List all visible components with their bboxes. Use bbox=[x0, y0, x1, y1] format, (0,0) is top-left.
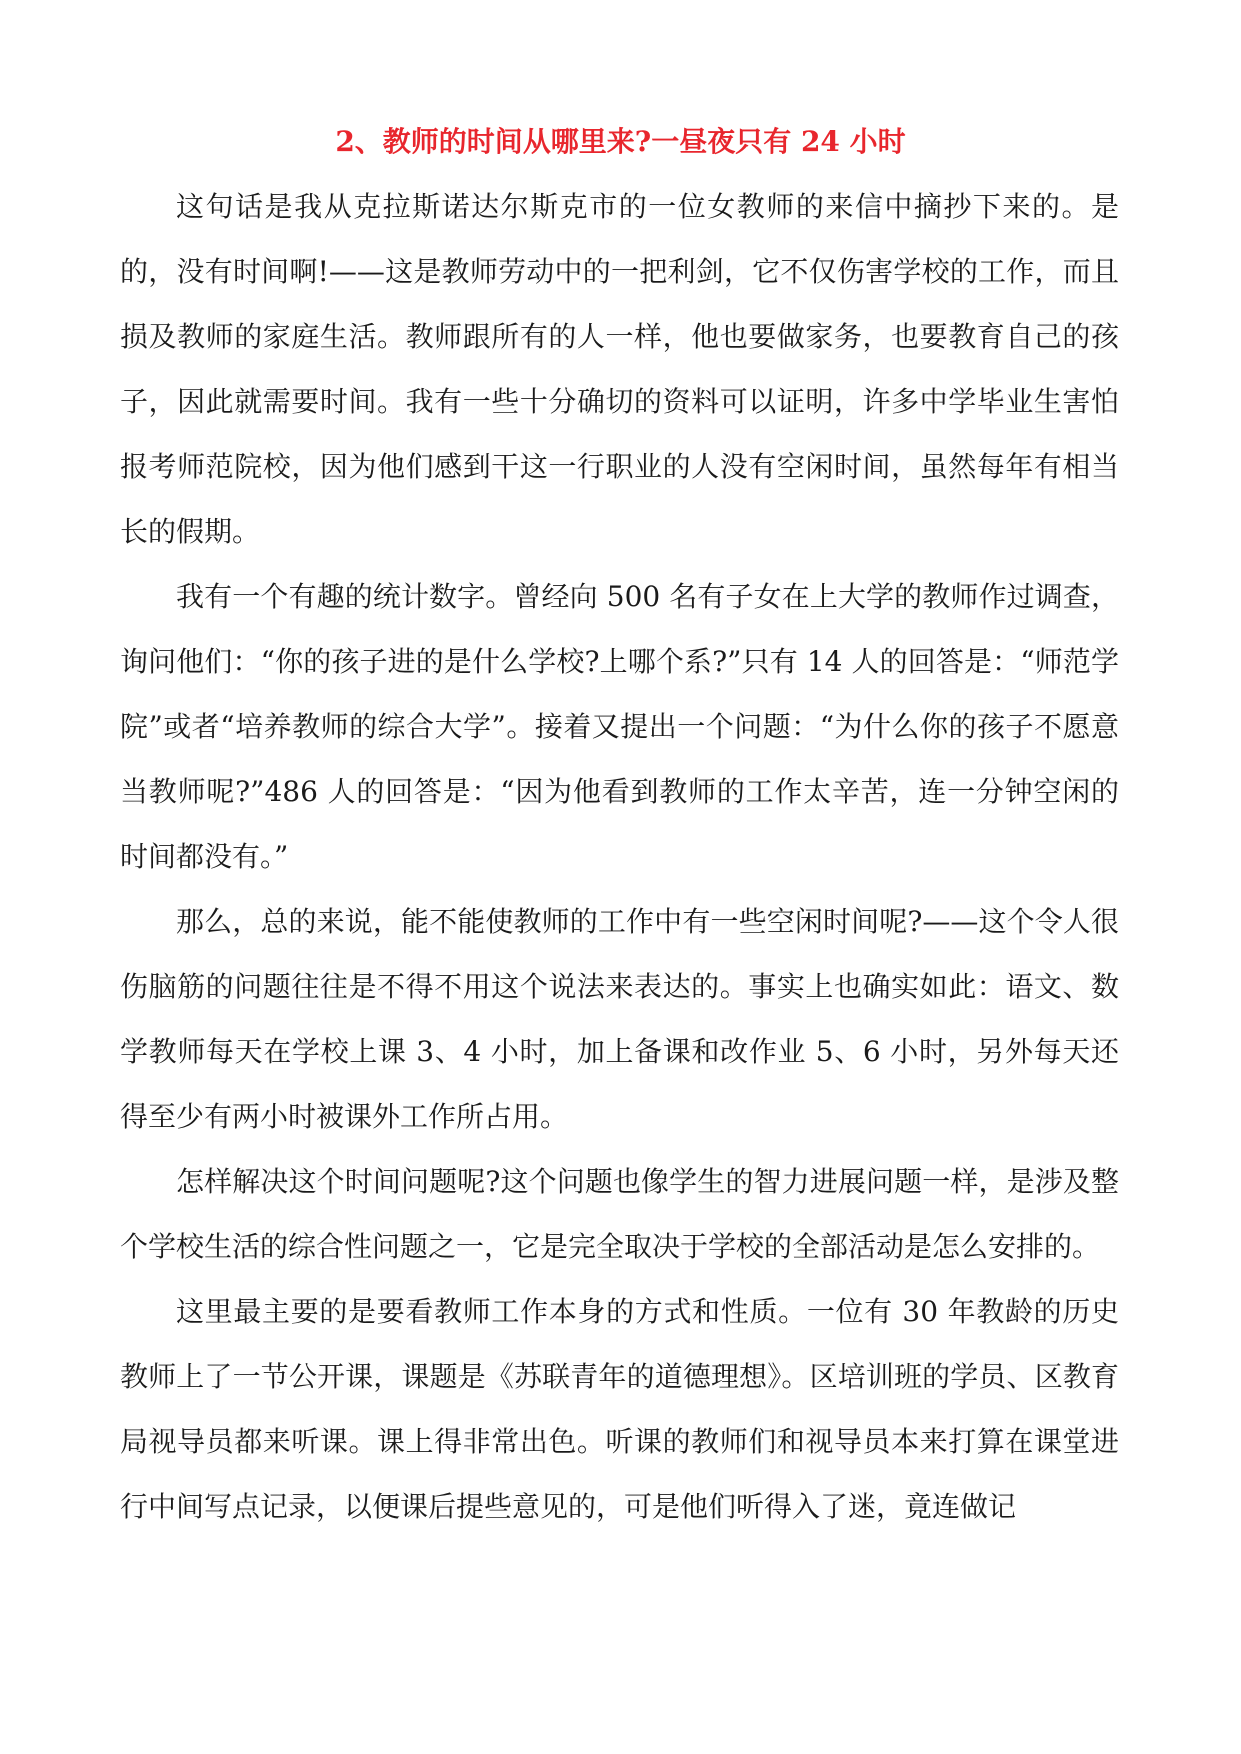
paragraph: 这句话是我从克拉斯诺达尔斯克市的一位女教师的来信中摘抄下来的。是的，没有时间啊!——这是教师劳动中的一把利剑，它不仅伤害学校的工作，而且损及教师的家庭生活。教师跟所有的人一样，他也要做家务，也要教育自己的孩子，因此就需要时间。我有一些十分确切的资料可以证明，许多中学毕业生害怕报考师范院校，因为他们感到干这一行职业的人没有空闲时间，虽然每年有相当长的假期。 bbox=[120, 190, 1119, 548]
document-title: 2、教师的时间从哪里来?一昼夜只有 24 小时 bbox=[335, 125, 906, 158]
paragraph: 那么，总的来说，能不能使教师的工作中有一些空闲时间呢?——这个令人很伤脑筋的问题往往是不得不用这个说法来表达的。事实上也确实如此：语文、数学教师每天在学校上课 3、4 小时，加上备课和改作业 5、6 小时，另外每天还得至少有两小时被课外工作所占用。 bbox=[120, 905, 1119, 1133]
paragraph: 怎样解决这个时间问题呢?这个问题也像学生的智力进展问题一样，是涉及整个学校生活的综合性问题之一，它是完全取决于学校的全部活动是怎么安排的。 bbox=[120, 1165, 1119, 1263]
paragraph: 我有一个有趣的统计数字。曾经向 500 名有子女在上大学的教师作过调查，询问他们：“你的孩子进的是什么学校?上哪个系?”只有 14 人的回答是：“师范学院”或者“培养教师的综合大学”。接着又提出一个问题：“为什么你的孩子不愿意当教师呢?”486 人的回答是：“因为他看到教师的工作太辛苦，连一分钟空闲的时间都没有。” bbox=[120, 580, 1119, 873]
document-body bbox=[120, 174, 1119, 1539]
paragraph: 这里最主要的是要看教师工作本身的方式和性质。一位有 30 年教龄的历史教师上了一节公开课，课题是《苏联青年的道德理想》。区培训班的学员、区教育局视导员都来听课。课上得非常出色。听课的教师们和视导员本来打算在课堂进行中间写点记录，以便课后提些意见的，可是他们听得入了迷，竟连做记 bbox=[120, 1295, 1119, 1523]
